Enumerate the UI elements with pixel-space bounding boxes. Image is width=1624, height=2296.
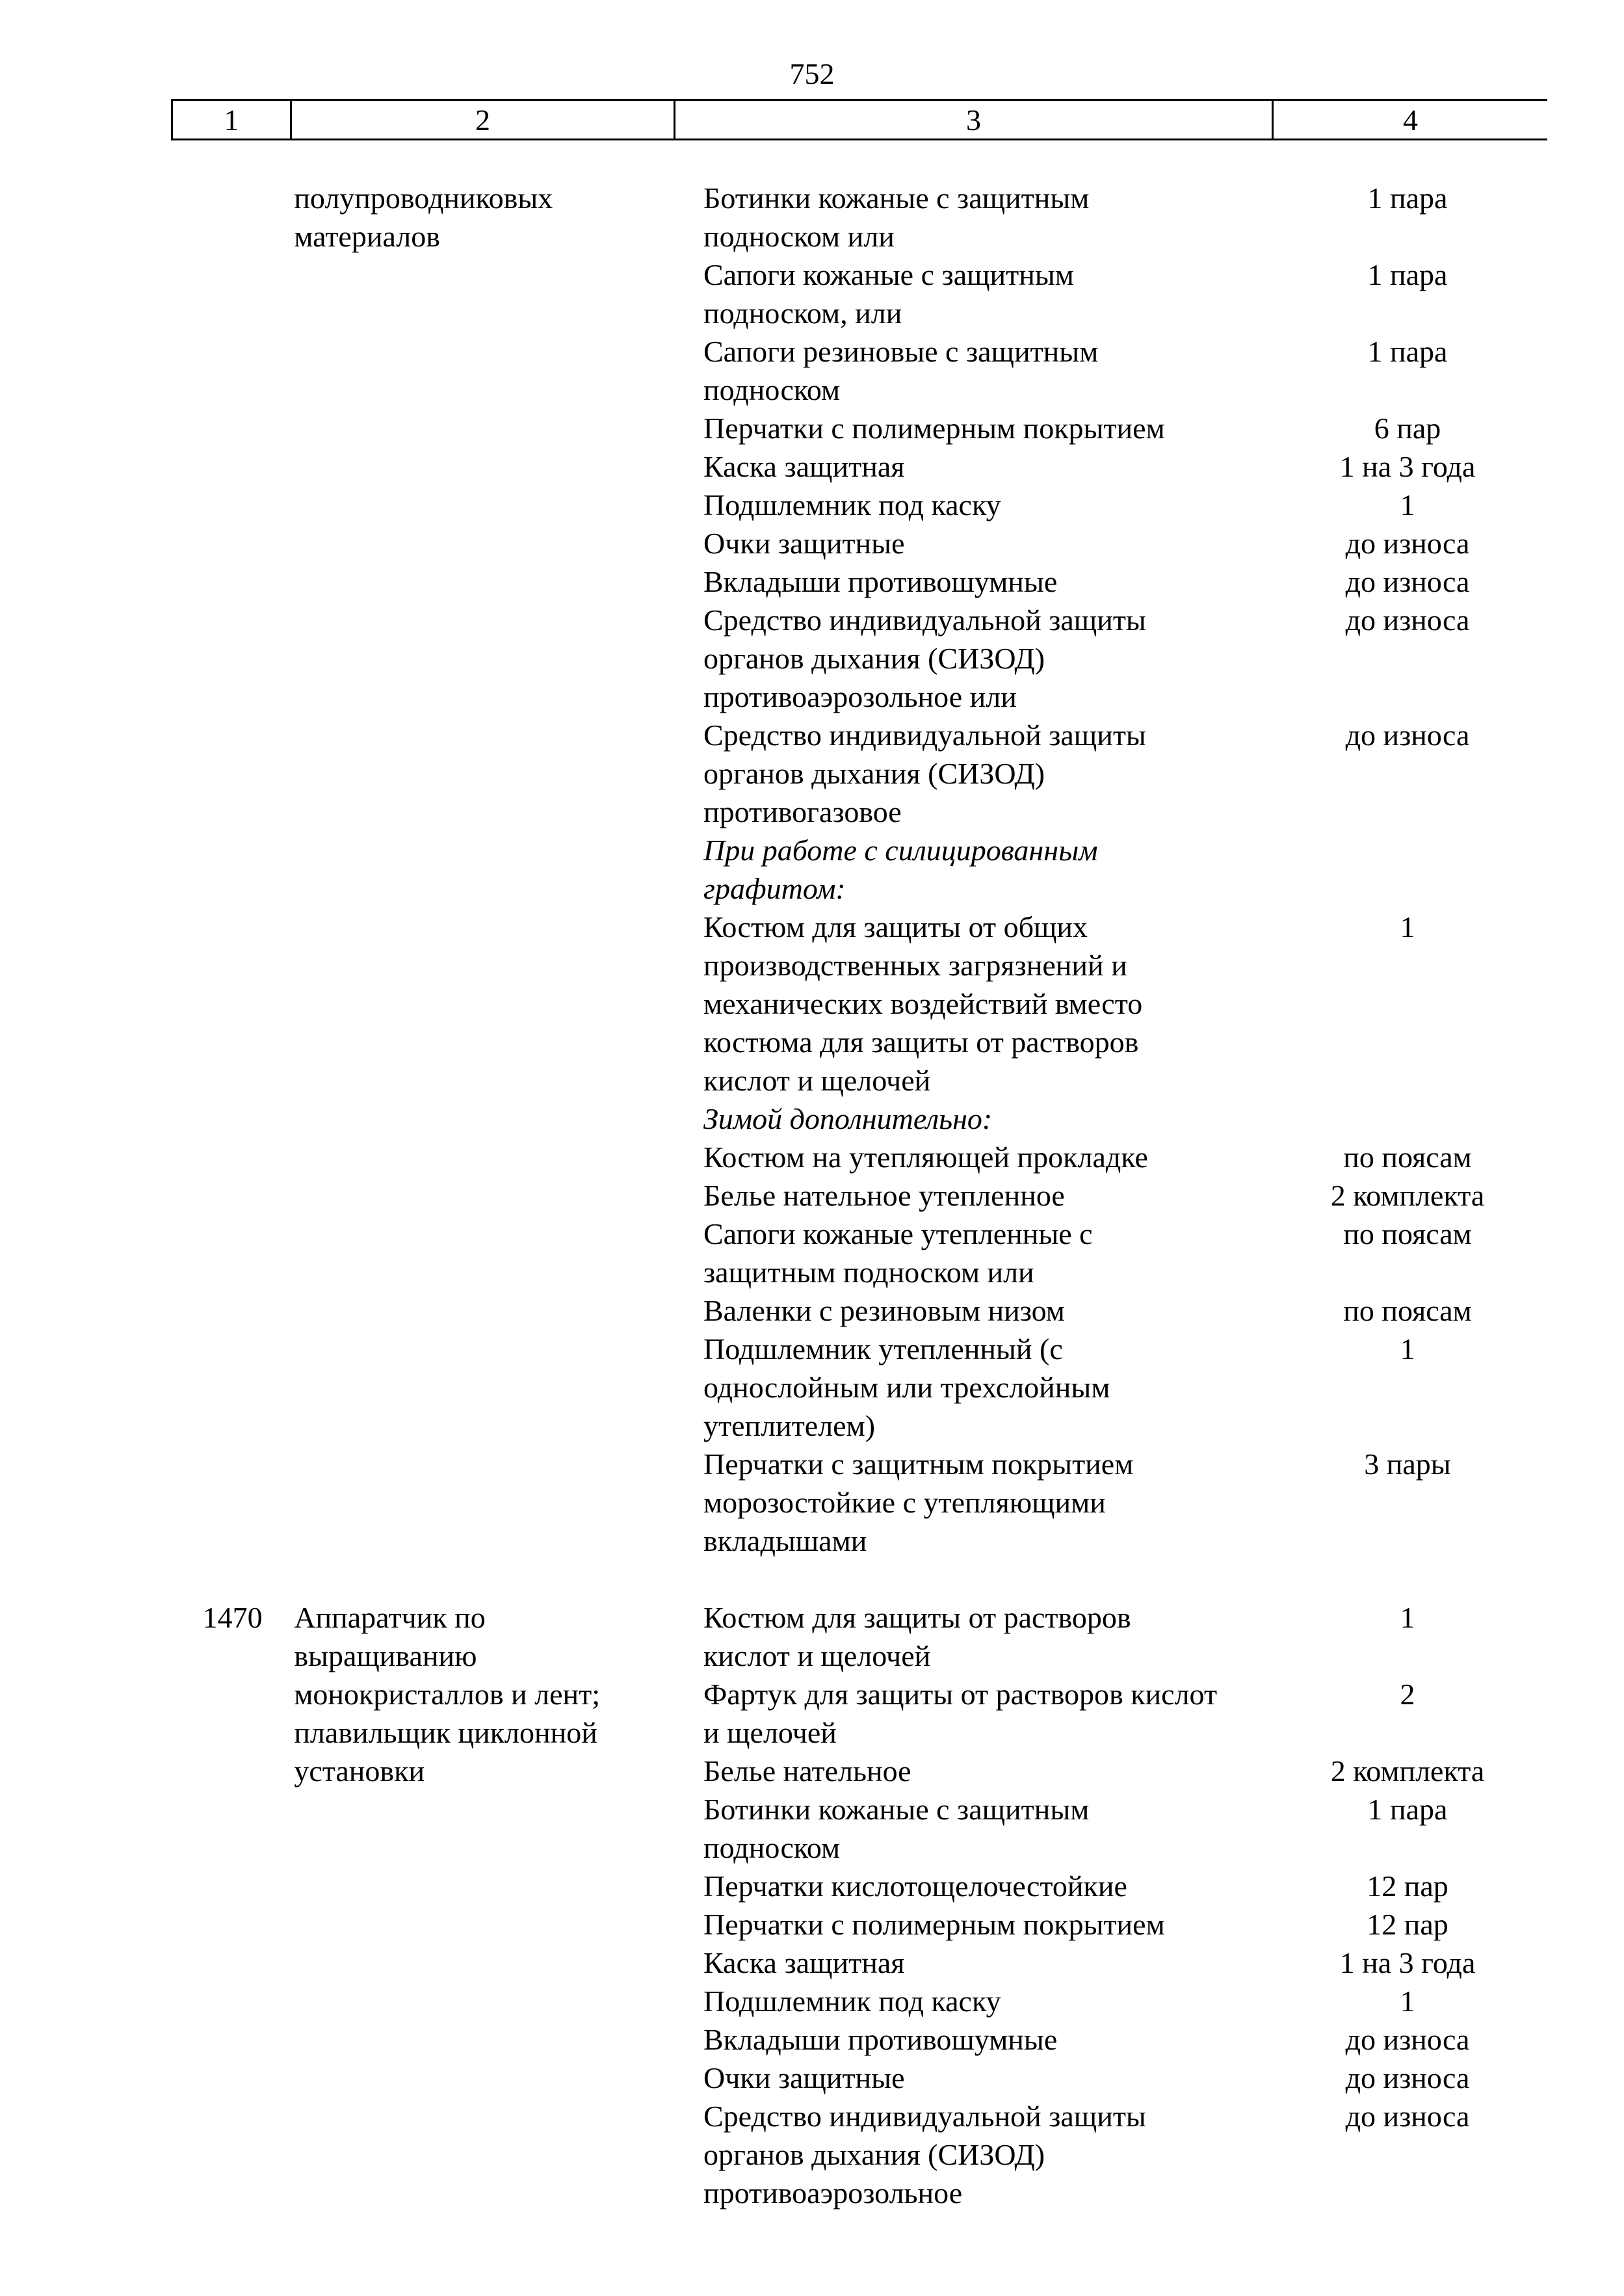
condition-note: Зимой дополнительно:	[703, 1102, 993, 1135]
ppe-item-quantity: 1	[1400, 488, 1415, 521]
page-number: 752	[789, 57, 835, 90]
table-row	[670, 179, 1547, 256]
ppe-item-quantity: по поясам	[1343, 1217, 1472, 1250]
ppe-item-name: Вкладыши противошумные	[703, 2023, 1058, 2056]
table-row	[670, 409, 1547, 447]
ppe-items-list	[670, 1598, 1547, 2212]
ppe-item-quantity: 1	[1400, 1601, 1415, 1634]
table-row	[670, 524, 1547, 562]
table-row	[670, 562, 1547, 601]
ppe-item-quantity: 1 пара	[1367, 181, 1448, 215]
ppe-item-name: Очки защитные	[703, 527, 905, 560]
table-group	[171, 1598, 1547, 2212]
condition-note: При работе с силицированным графитом:	[703, 834, 1098, 905]
table-row	[670, 908, 1547, 1100]
ppe-item-name: Перчатки с защитным покрытием морозостойкие с утепляющими вкладышами	[703, 1447, 1134, 1557]
table-row	[670, 1905, 1547, 1944]
ppe-item-name: Подшлемник под каску	[703, 1985, 1001, 2018]
table-row	[670, 1291, 1547, 1330]
table-row	[670, 1598, 1547, 1675]
ppe-item-name: Перчатки с полимерным покрытием	[703, 412, 1165, 445]
ppe-item-name: Перчатки кислотощелочестойкие	[703, 1869, 1127, 1903]
ppe-item-name: Костюм для защиты от растворов кислот и щелочей	[703, 1601, 1131, 1672]
ppe-item-name: Вкладыши противошумные	[703, 565, 1058, 598]
occupation-name: Аппаратчик по выращиванию монокристаллов и лент; плавильщик циклонной установки	[294, 1601, 601, 1788]
ppe-item-name: Валенки с резиновым низом	[703, 1294, 1065, 1327]
table-row	[670, 2097, 1547, 2212]
table-row	[670, 831, 1547, 908]
table-row	[670, 1944, 1547, 1982]
ppe-item-quantity: 1	[1400, 910, 1415, 943]
ppe-item-quantity: до износа	[1345, 527, 1470, 560]
ppe-item-name: Сапоги резиновые с защитным подноском	[703, 335, 1099, 406]
ppe-item-name: Перчатки с полимерным покрытием	[703, 1908, 1165, 1941]
table-row	[670, 2059, 1547, 2097]
table-row	[670, 1867, 1547, 1905]
table-row	[670, 486, 1547, 524]
ppe-item-quantity: 1 пара	[1367, 258, 1448, 291]
ppe-item-quantity: 1	[1400, 1985, 1415, 2018]
ppe-item-quantity: 6 пар	[1374, 412, 1441, 445]
ppe-item-quantity: до износа	[1345, 565, 1470, 598]
ppe-item-quantity: 1	[1400, 1332, 1415, 1366]
table-row	[670, 1790, 1547, 1867]
ppe-item-quantity: 2 комплекта	[1330, 1754, 1485, 1788]
table-row	[670, 332, 1547, 409]
ppe-item-quantity: по поясам	[1343, 1141, 1472, 1174]
table-group	[171, 179, 1547, 1560]
ppe-item-name: Каска защитная	[703, 1946, 905, 1979]
column-number-header	[171, 99, 1547, 140]
ppe-item-name: Средство индивидуальной защиты органов дыхания (СИЗОД) противоаэрозольное или	[703, 603, 1146, 713]
table-row	[670, 256, 1547, 332]
ppe-item-quantity: 12 пар	[1367, 1908, 1448, 1941]
header-col-4: 4	[1272, 101, 1547, 139]
ppe-item-name: Костюм для защиты от общих производственных загрязнений и механических воздействий вместо костюма для защиты от растворов кислот и щелочей	[703, 910, 1143, 1097]
ppe-item-name: Средство индивидуальной защиты органов дыхания (СИЗОД) противогазовое	[703, 719, 1146, 828]
ppe-item-name: Очки защитные	[703, 2061, 905, 2094]
ppe-item-quantity: 1 на 3 года	[1339, 450, 1476, 483]
header-col-3: 3	[674, 101, 1272, 139]
ppe-item-name: Подшлемник под каску	[703, 488, 1001, 521]
ppe-item-quantity: до износа	[1345, 2100, 1470, 2133]
table-row	[670, 1982, 1547, 2020]
header-col-2: 2	[290, 101, 674, 139]
table-row	[670, 1138, 1547, 1176]
ppe-item-quantity: 2 комплекта	[1330, 1179, 1485, 1212]
ppe-item-name: Сапоги кожаные с защитным подноском, или	[703, 258, 1074, 330]
table-row	[670, 447, 1547, 486]
ppe-item-quantity	[1268, 831, 1547, 908]
ppe-item-name: Ботинки кожаные с защитным подноском или	[703, 181, 1090, 253]
occupation-name: полупроводниковых материалов	[294, 181, 553, 253]
ppe-item-name: Средство индивидуальной защиты органов дыхания (СИЗОД) противоаэрозольное	[703, 2100, 1146, 2210]
table-row	[670, 1675, 1547, 1752]
ppe-item-name: Костюм на утепляющей прокладке	[703, 1141, 1148, 1174]
table-row	[670, 2020, 1547, 2059]
ppe-item-quantity: 1 на 3 года	[1339, 1946, 1476, 1979]
table-row	[670, 601, 1547, 716]
ppe-item-quantity: до износа	[1345, 2061, 1470, 2094]
ppe-item-quantity: до износа	[1345, 603, 1470, 637]
ppe-item-name: Подшлемник утепленный (с однослойным или трехслойным утеплителем)	[703, 1332, 1110, 1442]
ppe-item-quantity: 1 пара	[1367, 335, 1448, 368]
ppe-item-quantity: по поясам	[1343, 1294, 1472, 1327]
ppe-item-name: Фартук для защиты от растворов кислот и щелочей	[703, 1678, 1218, 1749]
ppe-item-quantity: до износа	[1345, 2023, 1470, 2056]
table-row	[670, 716, 1547, 831]
ppe-item-quantity: до износа	[1345, 719, 1470, 752]
table-row	[670, 1445, 1547, 1560]
ppe-table-body	[171, 179, 1547, 2212]
ppe-item-quantity: 2	[1400, 1678, 1415, 1711]
table-row	[670, 1215, 1547, 1291]
table-row	[670, 1330, 1547, 1445]
group-number: 1470	[202, 1601, 263, 1634]
group-number	[171, 179, 287, 1560]
ppe-item-name: Белье нательное	[703, 1754, 911, 1788]
ppe-item-quantity: 3 пары	[1364, 1447, 1451, 1481]
ppe-item-name: Ботинки кожаные с защитным подноском	[703, 1793, 1090, 1864]
ppe-item-name: Белье нательное утепленное	[703, 1179, 1065, 1212]
ppe-item-name: Сапоги кожаные утепленные с защитным подноском или	[703, 1217, 1093, 1289]
table-row	[670, 1100, 1547, 1138]
ppe-item-quantity: 12 пар	[1367, 1869, 1448, 1903]
table-row	[670, 1176, 1547, 1215]
ppe-items-list	[670, 179, 1547, 1560]
ppe-item-name: Каска защитная	[703, 450, 905, 483]
header-col-1: 1	[224, 103, 239, 137]
ppe-item-quantity: 1 пара	[1367, 1793, 1448, 1826]
table-row	[670, 1752, 1547, 1790]
ppe-item-quantity	[1268, 1100, 1547, 1138]
